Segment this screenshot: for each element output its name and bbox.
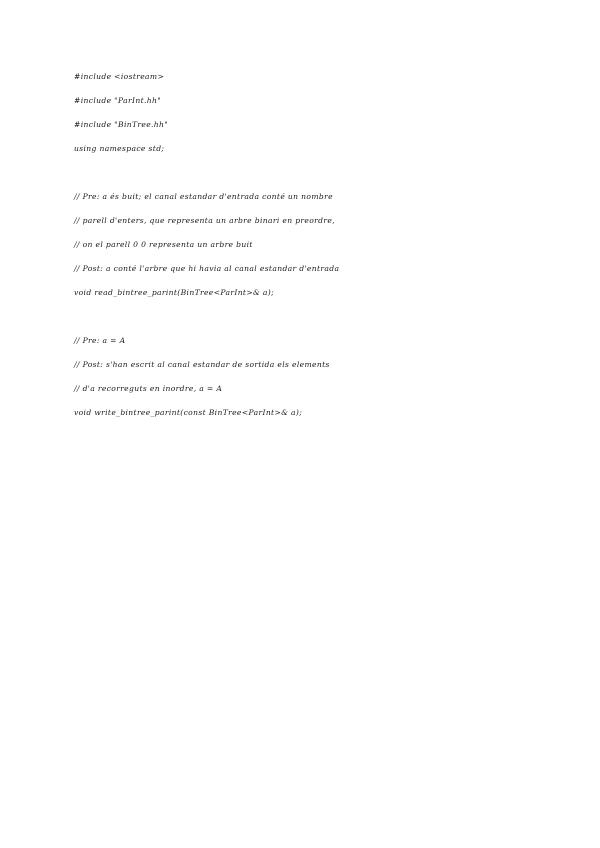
using-namespace-line: using namespace std; [74,144,165,153]
read-post-comment-line: // Post: a conté l'arbre que hi havia al canal estandar d'entrada [74,264,340,273]
read-pre-comment-line-1: // Pre: a és buit; el canal estandar d'entrada conté un nombre [74,192,333,201]
read-pre-comment-line-2: // parell d'enters, que representa un arbre binari en preordre, [74,216,335,225]
write-post-comment-line-2: // d'a recorreguts en inordre, a = A [74,384,223,393]
code-listing [74,70,574,430]
blank-line [74,166,574,190]
write-post-comment-line-1: // Post: s'han escrit al canal estandar de sortida els elements [74,360,330,369]
write-function-declaration: void write_bintree_parint(const BinTree<ParInt>& a); [74,408,303,417]
blank-line [74,310,574,334]
write-pre-comment-line: // Pre: a = A [74,336,126,345]
read-function-declaration: void read_bintree_parint(BinTree<ParInt>& a); [74,288,275,297]
include-bintree-line: #include "BinTree.hh" [74,120,169,129]
read-pre-comment-line-3: // on el parell 0 0 representa un arbre buit [74,240,253,249]
include-parint-line: #include "ParInt.hh" [74,96,162,105]
include-iostream-line: #include <iostream> [74,72,165,81]
